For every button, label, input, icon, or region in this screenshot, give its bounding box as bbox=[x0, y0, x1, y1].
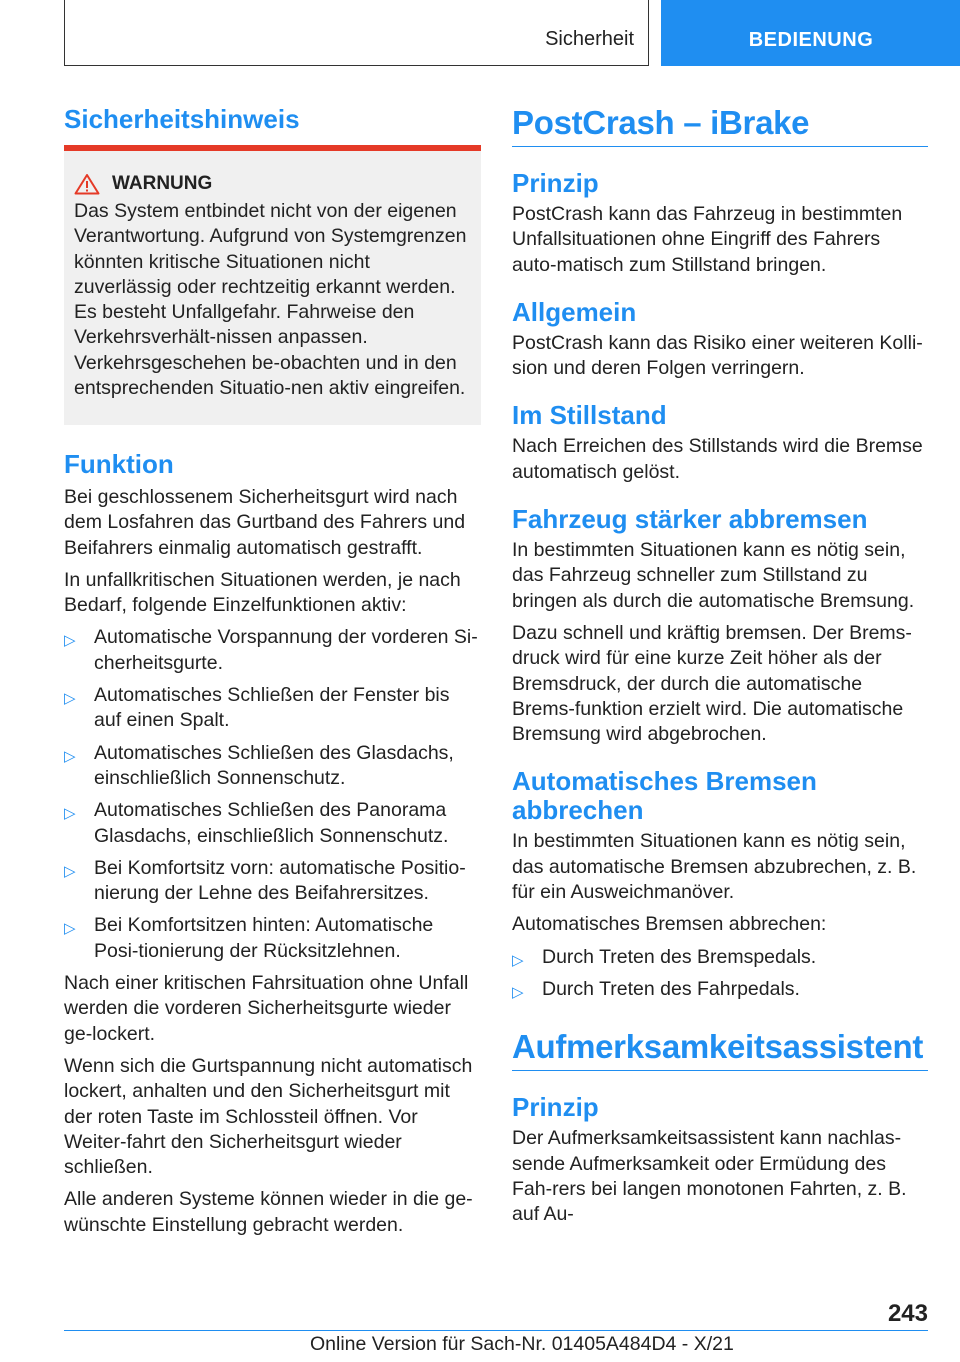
list-item-text: Bei Komfortsitzen hinten: Automatische Posi-tionierung der Rücksitzlehnen. bbox=[94, 914, 434, 962]
triangle-bullet-icon: ▷ bbox=[64, 920, 76, 938]
triangle-bullet-icon: ▷ bbox=[64, 690, 76, 708]
safety-notice-heading: Sicherheitshinweis bbox=[64, 104, 300, 134]
paragraph: PostCrash kann das Risiko einer weiteren Kolli-sion und deren Folgen verringern. bbox=[512, 331, 923, 380]
triangle-bullet-icon: ▷ bbox=[64, 862, 76, 880]
standstill-heading: Im Stillstand bbox=[512, 400, 667, 431]
general-heading: Allgemein bbox=[512, 296, 637, 327]
warning-header bbox=[74, 173, 471, 195]
abort-list bbox=[512, 945, 928, 1003]
list-item-text: Automatisches Schließen der Fenster bis auf einen Spalt. bbox=[94, 684, 450, 732]
list-item bbox=[64, 798, 481, 849]
list-item bbox=[64, 683, 481, 734]
online-version-text: Online Version für Sach-Nr. 01405A484D4 - X/21 bbox=[310, 1333, 734, 1355]
postcrash-title: PostCrash – iBrake bbox=[512, 104, 928, 147]
paragraph: Wenn sich die Gurtspannung nicht automatisch lockert, anhalten und den Sicherheitsgurt mit der roten Taste im Schlossteil öffnen. Vor Weiter-fahrt den Sicherheitsgurt wieder schließen. bbox=[64, 1054, 473, 1179]
principle-heading: Prinzip bbox=[512, 1092, 599, 1123]
warning-label: WARNUNG bbox=[112, 173, 213, 194]
paragraph: Der Aufmerksamkeitsassistent kann nachlas-sende Aufmerksamkeit oder Ermüdung des Fah-rers bei langen monotonen Fahrten, z. B. auf Au- bbox=[512, 1127, 907, 1226]
list-item bbox=[64, 856, 481, 907]
paragraph: Automatisches Bremsen abbrechen: bbox=[512, 913, 827, 936]
list-item bbox=[512, 977, 928, 1002]
function-section bbox=[64, 450, 481, 1245]
paragraph: In unfallkritischen Situationen werden, je nach Bedarf, folgende Einzelfunktionen aktiv: bbox=[64, 568, 461, 617]
list-item bbox=[512, 945, 928, 970]
postcrash-section bbox=[512, 104, 928, 1234]
triangle-bullet-icon: ▷ bbox=[512, 983, 524, 1001]
triangle-bullet-icon: ▷ bbox=[64, 747, 76, 765]
header-chapter-box bbox=[661, 0, 960, 66]
triangle-bullet-icon: ▷ bbox=[512, 951, 524, 969]
principle-heading: Prinzip bbox=[512, 168, 599, 198]
list-item-text: Automatisches Schließen des Panorama Glasdachs, einschließlich Sonnenschutz. bbox=[94, 799, 449, 847]
paragraph: In bestimmten Situationen kann es nötig sein, das automatische Bremsen abzubrechen, z. B. für ein Ausweichmanöver. bbox=[512, 830, 917, 904]
function-list bbox=[64, 625, 481, 964]
page-number: 243 bbox=[887, 1300, 928, 1327]
list-item-text: Automatische Vorspannung der vorderen Si-cherheitsgurte. bbox=[94, 626, 478, 674]
attention-assistant-title: Aufmerksamkeitsassistent bbox=[512, 1028, 928, 1071]
abort-braking-heading: Automatisches Bremsen abbrechen bbox=[512, 766, 817, 826]
list-item-text: Bei Komfortsitz vorn: automatische Positio-nierung der Lehne des Beifahrersitzes. bbox=[94, 856, 466, 905]
warning-box bbox=[64, 145, 481, 425]
function-heading: Funktion bbox=[64, 449, 174, 479]
paragraph: Nach Erreichen des Stillstands wird die Bremse automatisch gelöst. bbox=[512, 435, 923, 483]
list-item-text: Durch Treten des Bremspedals. bbox=[542, 945, 817, 968]
header-section-box bbox=[64, 0, 649, 66]
paragraph: Alle anderen Systeme können wieder in die ge-wünschte Einstellung gebracht werden. bbox=[64, 1188, 473, 1236]
footer-divider bbox=[64, 1330, 928, 1331]
paragraph: In bestimmten Situationen kann es nötig sein, das Fahrzeug schneller zum Stillstand zu bringen als durch die automatische Bremsung. bbox=[512, 539, 915, 612]
warning-triangle-icon bbox=[74, 173, 100, 195]
list-item-text: Durch Treten des Fahrpedals. bbox=[542, 977, 800, 1000]
paragraph: Nach einer kritischen Fahrsituation ohne Unfall werden die vorderen Sicherheitsgurte wieder ge-lockert. bbox=[64, 972, 469, 1045]
paragraph: PostCrash kann das Fahrzeug in bestimmten Unfallsituationen ohne Eingriff des Fahrers auto-matisch zum Stillstand bringen. bbox=[512, 203, 903, 276]
paragraph: Dazu schnell und kräftig bremsen. Der Brems-druck wird für eine kurze Zeit höher als der Bremsdruck, der durch die automatische Brems-funktion erzielt wird. Die automatische Bremsung wird abgebrochen. bbox=[512, 621, 912, 746]
paragraph: Bei geschlossenem Sicherheitsgurt wird nach dem Losfahren das Gurtband des Fahrers und Beifahrers einmalig automatisch gestrafft. bbox=[64, 486, 466, 559]
brake-harder-heading: Fahrzeug stärker abbremsen bbox=[512, 504, 868, 535]
list-item bbox=[64, 625, 481, 676]
list-item bbox=[64, 913, 481, 964]
triangle-bullet-icon: ▷ bbox=[64, 805, 76, 823]
header-chapter-label: BEDIENUNG bbox=[748, 29, 874, 51]
list-item-text: Automatisches Schließen des Glasdachs, einschließlich Sonnenschutz. bbox=[94, 741, 454, 789]
warning-text: Das System entbindet nicht von der eigenen Verantwortung. Aufgrund von Systemgrenzen könnten kritische Situationen nicht zuverlässig oder rechtzeitig erkannt werden. Es besteht Unfallgefahr. Fahrweise den Verkehrsverhält-nissen anpassen. Verkehrsgeschehen be-obachten und in den entsprechenden Situatio-nen aktiv eingreifen. bbox=[74, 200, 467, 400]
triangle-bullet-icon: ▷ bbox=[64, 632, 76, 650]
header-section-label: Sicherheit bbox=[545, 28, 634, 50]
list-item bbox=[64, 741, 481, 792]
